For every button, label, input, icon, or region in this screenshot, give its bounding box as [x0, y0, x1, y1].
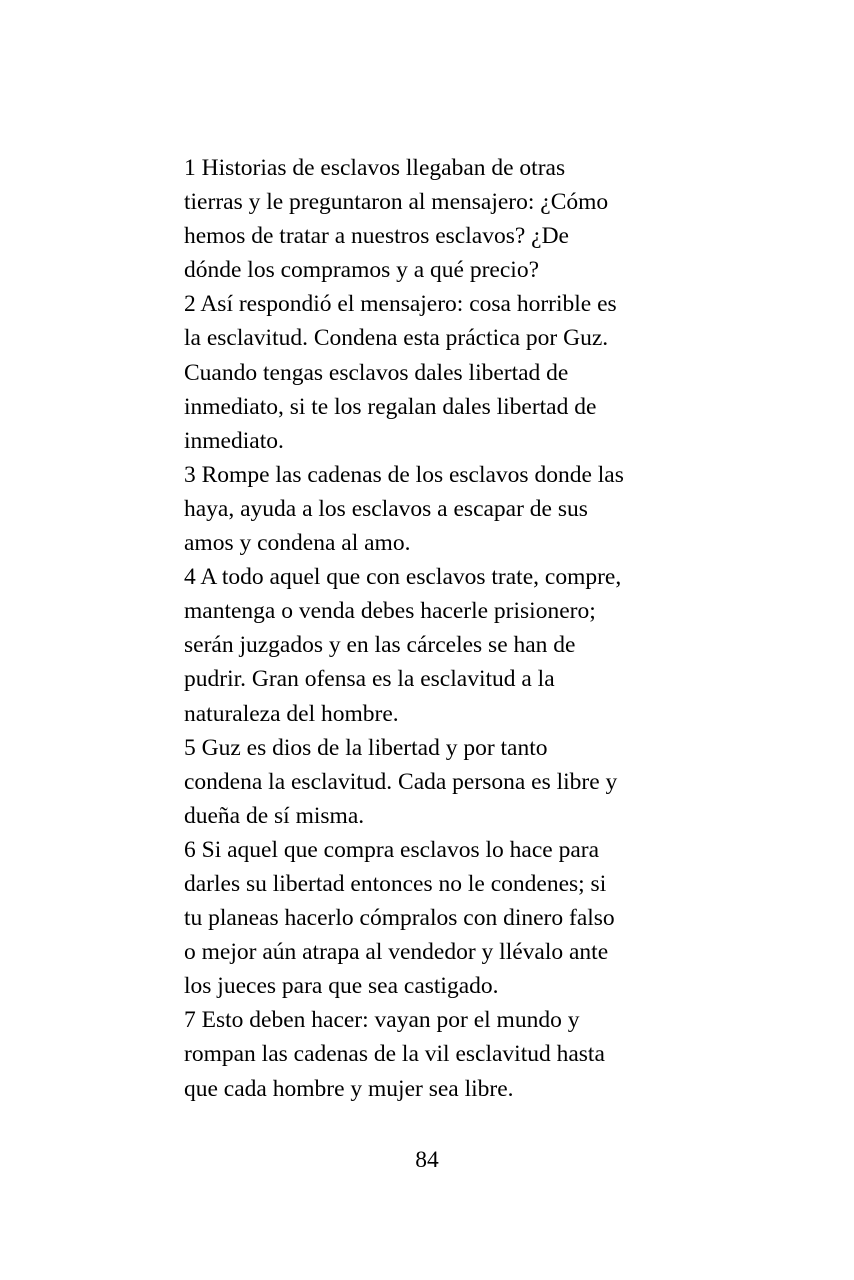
- text-line: que cada hombre y mujer sea libre.: [184, 1075, 514, 1102]
- text-line: serán juzgados y en las cárceles se han de: [184, 632, 576, 659]
- text-line: tu planeas hacerlo cómpralos con dinero falso: [184, 905, 615, 932]
- text-line: darles su libertad entonces no le condenes; si: [184, 870, 607, 897]
- text-line: naturaleza del hombre.: [184, 700, 399, 727]
- text-line: 6 Si aquel que compra esclavos lo hace para: [184, 836, 600, 863]
- text-line: pudrir. Gran ofensa es la esclavitud a la: [184, 666, 555, 693]
- text-line: dónde los compramos y a qué precio?: [184, 257, 540, 284]
- page-number: 84: [415, 1147, 439, 1173]
- text-line: 7 Esto deben hacer: vayan por el mundo y: [184, 1007, 580, 1034]
- text-line: tierras y le preguntaron al mensajero: ¿Cómo: [184, 189, 609, 216]
- text-line: 4 A todo aquel que con esclavos trate, compre,: [184, 564, 622, 591]
- text-line: rompan las cadenas de la vil esclavitud hasta: [184, 1041, 605, 1068]
- text-line: 3 Rompe las cadenas de los esclavos donde las: [184, 461, 624, 488]
- text-line: condena la esclavitud. Cada persona es libre y: [184, 768, 618, 795]
- text-line: o mejor aún atrapa al vendedor y llévalo ante: [184, 939, 609, 966]
- body-text: [184, 151, 674, 1106]
- text-line: haya, ayuda a los esclavos a escapar de sus: [184, 495, 588, 522]
- text-line: 1 Historias de esclavos llegaban de otras: [184, 155, 566, 181]
- text-line: la esclavitud. Condena esta práctica por Guz.: [184, 325, 609, 352]
- text-line: inmediato.: [184, 427, 284, 454]
- text-line: hemos de tratar a nuestros esclavos? ¿De: [184, 223, 569, 250]
- text-line: inmediato, si te los regalan dales libertad de: [184, 393, 597, 420]
- text-line: amos y condena al amo.: [184, 530, 411, 557]
- text-line: dueña de sí misma.: [184, 802, 365, 829]
- text-line: 2 Así respondió el mensajero: cosa horrible es: [184, 291, 617, 318]
- text-line: los jueces para que sea castigado.: [184, 973, 499, 1000]
- text-line: Cuando tengas esclavos dales libertad de: [184, 359, 569, 386]
- text-line: mantenga o venda debes hacerle prisionero;: [184, 598, 596, 625]
- text-line: 5 Guz es dios de la libertad y por tanto: [184, 734, 548, 761]
